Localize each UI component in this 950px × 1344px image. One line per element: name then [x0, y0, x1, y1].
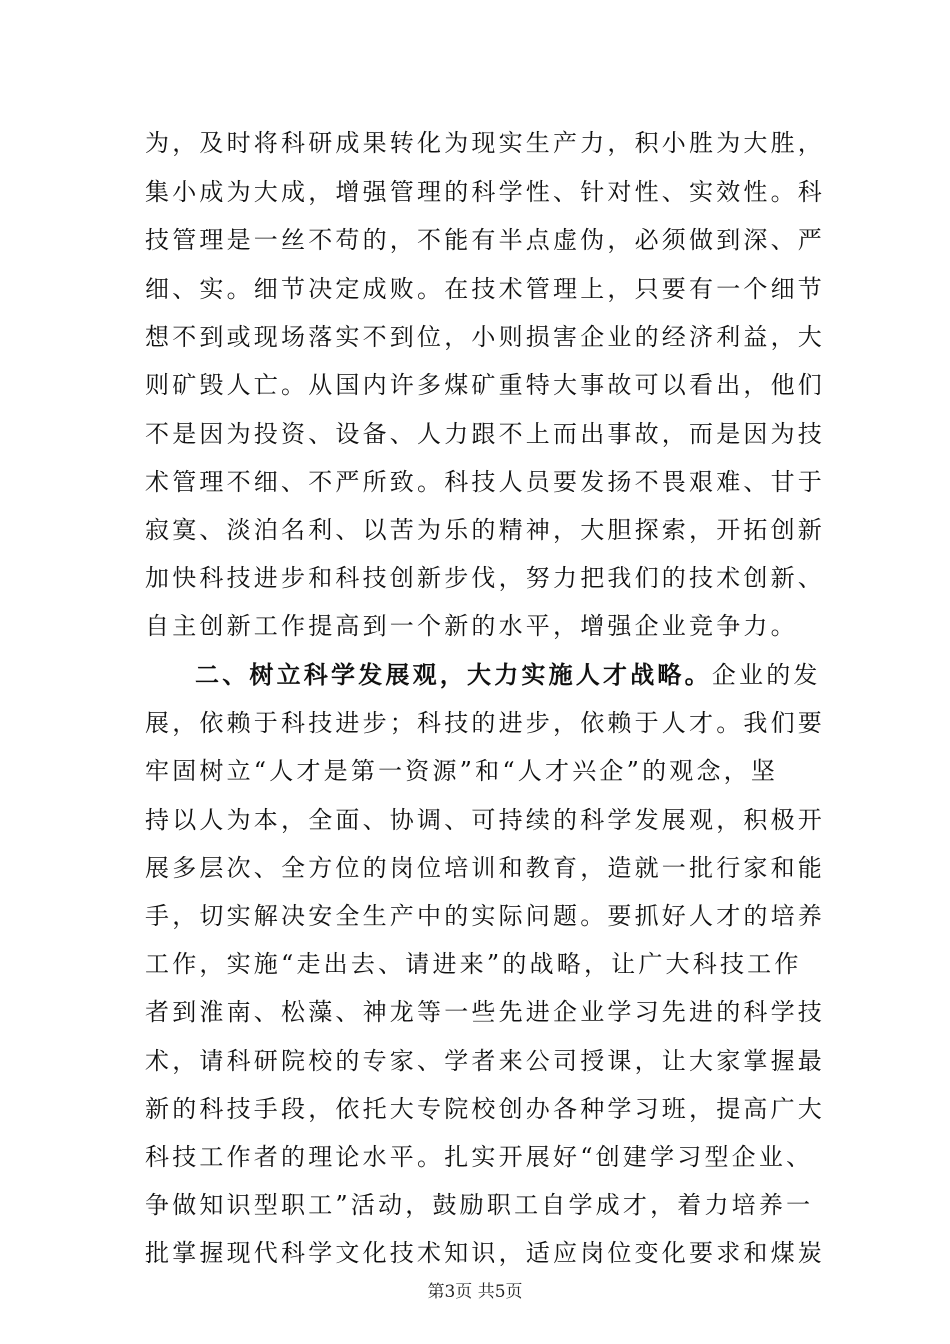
paragraph-line: 术，请科研院校的专家、学者来公司授课，让大家掌握最: [145, 1047, 825, 1075]
paragraph-line: 寂寞、淡泊名利、以苦为乐的精神，大胆探索，开拓创新: [145, 516, 825, 544]
paragraph-line: 新的科技手段，依托大专院校创办各种学习班，提高广大: [145, 1095, 825, 1123]
paragraph-line: 者到淮南、松藻、神龙等一些先进企业学习先进的科学技: [145, 998, 825, 1026]
paragraph-line: 为，及时将科研成果转化为现实生产力，积小胜为大胜，: [145, 129, 825, 157]
paragraph-line: 手，切实解决安全生产中的实际问题。要抓好人才的培养: [145, 902, 825, 930]
paragraph-line: 自主创新工作提高到一个新的水平，增强企业竞争力。: [145, 612, 798, 640]
paragraph-line: 集小成为大成，增强管理的科学性、针对性、实效性。科: [145, 178, 825, 206]
page-number-footer: 第3页 共5页: [427, 1282, 523, 1302]
paragraph-line: 则矿毁人亡。从国内许多煤矿重特大事故可以看出，他们: [145, 371, 825, 399]
paragraph-line: 术管理不细、不严所致。科技人员要发扬不畏艰难、甘于: [145, 468, 825, 496]
paragraph-line: 争做知识型职工”活动，鼓励职工自学成才，着力培养一: [145, 1191, 814, 1219]
paragraph-line: 牢固树立“人才是第一资源”和“人才兴企”的观念，坚: [145, 757, 779, 785]
paragraph-line: 展，依赖于科技进步；科技的进步，依赖于人才。我们要: [145, 709, 825, 737]
paragraph-line: 细、实。细节决定成败。在技术管理上，只要有一个细节: [145, 275, 825, 303]
section-heading: 二、树立科学发展观，大力实施人才战略。: [195, 660, 712, 689]
paragraph-line: 加快科技进步和科技创新步伐，努力把我们的技术创新、: [145, 564, 825, 592]
paragraph-line: 展多层次、全方位的岗位培训和教育，造就一批行家和能: [145, 854, 825, 882]
paragraph-line: 科技工作者的理论水平。扎实开展好“创建学习型企业、: [145, 1143, 814, 1171]
paragraph-line: 批掌握现代科学文化技术知识，适应岗位变化要求和煤炭: [145, 1239, 825, 1267]
paragraph-line: 工作，实施“走出去、请进来”的战略，让广大科技工作: [145, 950, 802, 978]
section-heading-line: [195, 655, 825, 695]
paragraph-line: 不是因为投资、设备、人力跟不上而出事故，而是因为技: [145, 420, 825, 448]
paragraph-line: 持以人为本，全面、协调、可持续的科学发展观，积极开: [145, 806, 825, 834]
paragraph-line: 想不到或现场落实不到位，小则损害企业的经济利益，大: [145, 323, 825, 351]
paragraph-line: 技管理是一丝不苟的，不能有半点虚伪，必须做到深、严: [145, 226, 825, 254]
section-heading-continuation: 企业的发: [711, 661, 821, 689]
